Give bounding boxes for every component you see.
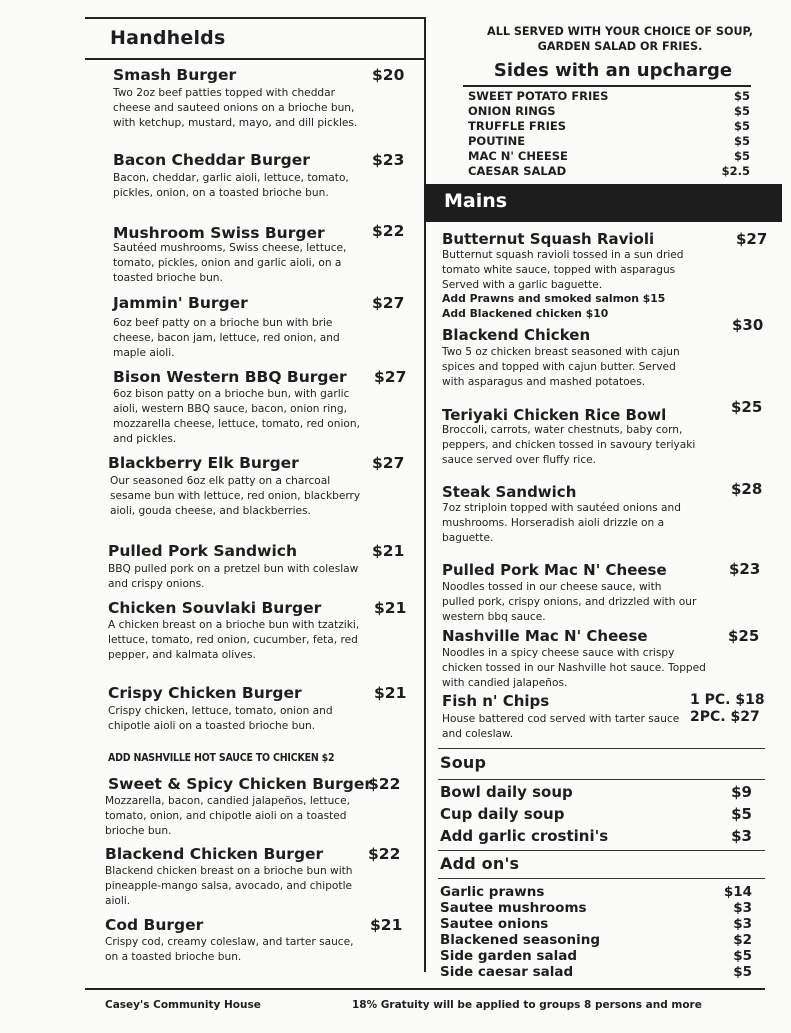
menu-item-name: Sweet & Spicy Chicken Burger [108,775,372,793]
side-item [468,149,750,164]
menu-item-description: 7oz striploin topped with sautéed onions and mushrooms. Horseradish aioli drizzle on a baguette. [442,502,681,544]
menu-item-price: $22 [368,775,401,793]
menu-item-name: Blackend Chicken [442,326,591,344]
addons-heading: Add on's [440,854,520,873]
menu-item-price: $27 [374,368,407,386]
menu-item-name: Smash Burger [113,66,237,84]
side-item-price: $5 [733,104,750,118]
soup-item-price: $5 [731,805,752,823]
left-column-top-rule [85,17,425,19]
soup-heading-rule [438,779,765,780]
menu-item-description: Broccoli, carrots, water chestnuts, baby corn, peppers, and chicken tossed in savoury teriyaki sauce served over fluffy rice. [442,424,696,466]
side-item-name: POUTINE [468,134,526,148]
addon-item-price: $14 [723,884,752,900]
menu-item-name: Mushroom Swiss Burger [113,224,325,242]
side-item-name: CAESAR SALAD [468,164,567,178]
menu-item-price: $22 [368,845,401,863]
menu-item-description: Our seasoned 6oz elk patty on a charcoal sesame bun with lettuce, red onion, blackberry aioli, gouda cheese, and blackberries. [110,475,361,517]
menu-item-description: A chicken breast on a brioche bun with tzatziki, lettuce, tomato, red onion, cucumber, feta, red pepper, and kalmata olives. [108,619,360,661]
mains-heading: Mains [444,190,508,212]
addon-item-name: Garlic prawns [440,884,545,900]
menu-item-name: Pulled Pork Mac N' Cheese [442,561,667,579]
menu-item-name: Butternut Squash Ravioli [442,230,655,248]
menu-item-description: Two 5 oz chicken breast seasoned with cajun spices and topped with cajun butter. Served with asparagus and mashed potatoes. [442,346,680,388]
menu-item-price: $22 [372,222,405,240]
menu-item-name: Bison Western BBQ Burger [113,368,347,386]
addon-item-name: Side garden salad [440,948,577,964]
side-item [468,164,750,179]
soup-item [440,827,752,847]
addon-item [440,884,752,901]
footer-rule [85,988,765,990]
menu-item-price: $27 [372,294,405,312]
soup-item-name: Add garlic crostini's [440,827,609,845]
addons-top-rule [438,850,765,851]
gratuity-note: 18% Gratuity will be applied to groups 8 persons and more [352,999,702,1011]
column-divider [424,17,426,972]
menu-item-price-double: 2PC. $27 [690,709,760,725]
menu-item-price: $21 [370,916,403,934]
menu-item-price: $27 [736,230,768,248]
add-on-extra: Add Prawns and smoked salmon $15 [442,292,666,305]
menu-item-price: $23 [372,151,405,169]
addons-heading-rule [438,878,765,879]
menu-item-price: $21 [374,599,407,617]
menu-item-name: Steak Sandwich [442,483,577,501]
menu-item-name: Pulled Pork Sandwich [108,542,297,560]
soup-item-price: $9 [731,783,752,801]
menu-item-description: Bacon, cheddar, garlic aioli, lettuce, tomato, pickles, onion, on a toasted brioche bun. [113,172,349,199]
soup-item-name: Cup daily soup [440,805,565,823]
addon-item-name: Blackened seasoning [440,932,601,948]
menu-item-price: $27 [372,454,405,472]
side-item [468,119,750,134]
soup-top-rule [438,748,765,749]
menu-item-name: Fish n' Chips [442,692,550,710]
side-item-name: MAC N' CHEESE [468,149,568,163]
soup-item-name: Bowl daily soup [440,783,573,801]
menu-item-name: Bacon Cheddar Burger [113,151,310,169]
menu-item-price: $28 [731,480,763,498]
menu-item-name: Blackend Chicken Burger [105,845,324,863]
side-item [468,89,750,104]
soup-item-price: $3 [731,827,752,845]
menu-item-description: Sautéed mushrooms, Swiss cheese, lettuce, tomato, pickles, onion and garlic aioli, on a toasted brioche bun. [113,242,347,284]
menu-item-price: $25 [731,398,763,416]
addon-item-price: $5 [733,948,752,964]
addon-item-price: $3 [733,916,752,932]
addon-item-price: $2 [733,932,752,948]
menu-item-name: Chicken Souvlaki Burger [108,599,322,617]
menu-item-description: BBQ pulled pork on a pretzel bun with coleslaw and crispy onions. [108,563,359,590]
addon-item-name: Sautee onions [440,916,549,932]
menu-item-name: Crispy Chicken Burger [108,684,302,702]
addon-item-name: Sautee mushrooms [440,900,587,916]
menu-item-description: Crispy chicken, lettuce, tomato, onion and chipotle aioli on a toasted brioche bun. [108,705,333,732]
menu-item-price: $21 [372,542,405,560]
menu-item-description: 6oz bison patty on a brioche bun, with garlic aioli, western BBQ sauce, bacon, onion ring, mozzarella cheese, lettuce, tomato, red onion, and pickles. [113,388,360,445]
side-item-name: SWEET POTATO FRIES [468,89,609,103]
menu-item-price: $30 [732,316,764,334]
menu-item-name: Blackberry Elk Burger [108,454,299,472]
menu-item-description: Noodles in a spicy cheese sauce with crispy chicken tossed in our Nashville hot sauce. Topped with candied jalapeños. [442,647,706,689]
side-item [468,134,750,149]
sides-heading: Sides with an upcharge [493,60,733,81]
addon-item [440,964,752,981]
menu-item-price: $20 [372,66,405,84]
side-item [468,104,750,119]
addon-item [440,932,752,949]
addon-item-name: Side caesar salad [440,964,574,980]
add-on-extra: Add Blackened chicken $10 [442,307,609,320]
soup-heading: Soup [440,753,487,772]
served-with-note: ALL SERVED WITH YOUR CHOICE OF SOUP, GARDEN SALAD OR FRIES. [487,25,753,53]
addon-item [440,900,752,917]
menu-item-description: Butternut squash ravioli tossed in a sun dried tomato white sauce, topped with asparagus Served with a garlic baguette. [442,249,684,291]
menu-item-price-single: 1 PC. $18 [690,692,765,708]
addon-item-price: $3 [733,900,752,916]
menu-item-description: Crispy cod, creamy coleslaw, and tarter sauce, on a toasted brioche bun. [105,936,354,963]
soup-item [440,805,752,825]
menu-item-name: Cod Burger [105,916,204,934]
side-item-price: $5 [733,134,750,148]
nashville-hot-sauce-note: ADD NASHVILLE HOT SAUCE TO CHICKEN $2 [108,752,335,764]
side-item-name: ONION RINGS [468,104,556,118]
addon-item [440,948,752,965]
menu-item-description: Noodles tossed in our cheese sauce, with pulled pork, crispy onions, and drizzled with our western bbq sauce. [442,581,697,623]
menu-item-description: Mozzarella, bacon, candied jalapeños, lettuce, tomato, onion, and chipotle aioli on a toasted brioche bun. [105,795,351,837]
handhelds-header-rule [85,58,425,60]
menu-item-description: 6oz beef patty on a brioche bun with brie cheese, bacon jam, lettuce, red onion, and maple aioli. [113,317,340,359]
menu-item-description: House battered cod served with tarter sauce and coleslaw. [442,713,680,740]
side-item-price: $5 [733,149,750,163]
side-item-name: TRUFFLE FRIES [468,119,567,133]
soup-item [440,783,752,803]
venue-name: Casey's Community House [105,999,261,1011]
side-item-price: $2.5 [721,164,750,178]
side-item-price: $5 [733,119,750,133]
menu-item-name: Teriyaki Chicken Rice Bowl [442,406,667,424]
menu-item-price: $23 [729,560,761,578]
addon-item [440,916,752,933]
menu-item-name: Nashville Mac N' Cheese [442,627,648,645]
addon-item-price: $5 [733,964,752,980]
menu-item-price: $25 [728,627,760,645]
menu-item-name: Jammin' Burger [113,294,248,312]
menu-item-description: Two 2oz beef patties topped with cheddar cheese and sauteed onions on a brioche bun, with ketchup, mustard, mayo, and dill pickles. [113,87,358,129]
menu-item-price: $21 [374,684,407,702]
side-item-price: $5 [733,89,750,103]
handhelds-heading: Handhelds [110,27,226,49]
sides-heading-rule [463,85,751,87]
menu-item-description: Blackend chicken breast on a brioche bun with pineapple-mango salsa, avocado, and chipotle aioli. [105,865,353,907]
